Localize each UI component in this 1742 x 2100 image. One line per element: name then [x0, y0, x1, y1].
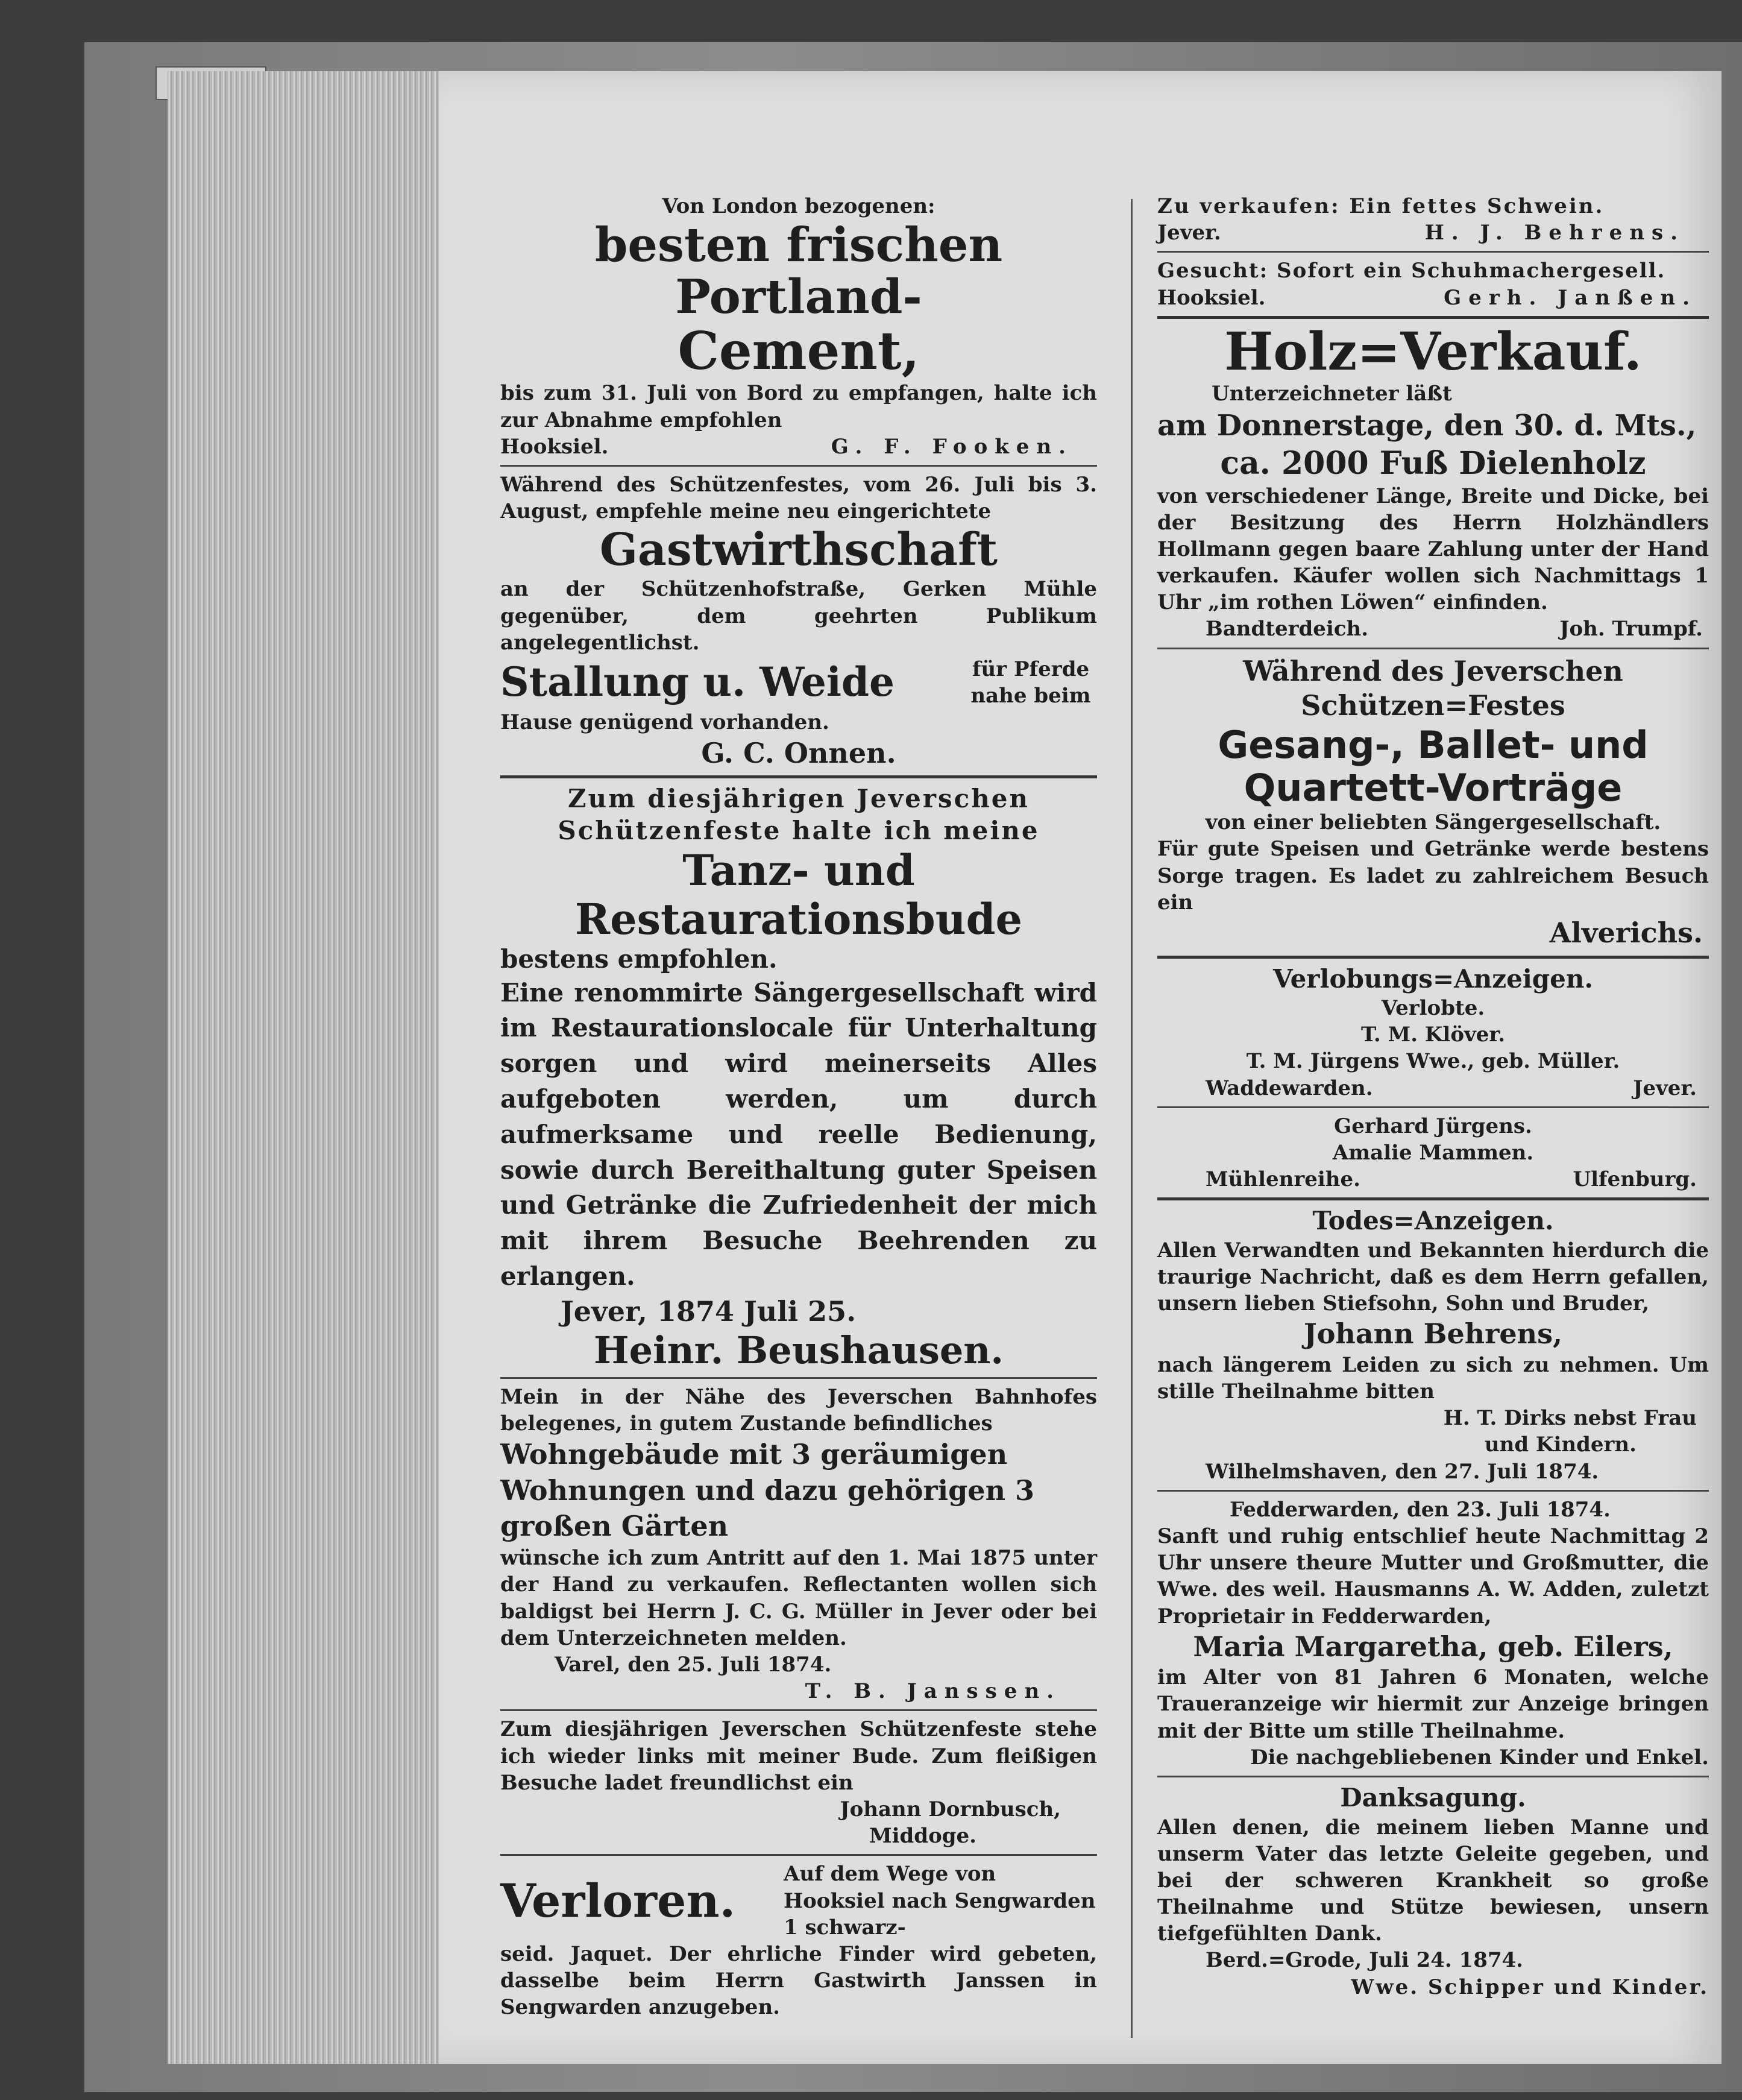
ad-date: Berd.=Grode, Juli 24. 1874. [1206, 1948, 1524, 1973]
ad-body: nach längerem Leiden zu sich zu nehmen. Um stille Theilnahme bitten [1157, 1352, 1709, 1404]
ad-body: wünsche ich zum Antritt auf den 1. Mai 1875 unter der Hand zu verkaufen. Reflectanten wollen sich baldigst bei Herrn J. C. G. Müller in Jever oder bei dem Unterzeichneten melden. [500, 1546, 1097, 1650]
page-edges [168, 71, 439, 2064]
ad-verloren [500, 1861, 1097, 2020]
ad-signature: Wwe. Schipper und Kinder. [1351, 1975, 1709, 1999]
ad-body: im Alter von 81 Jahren 6 Monaten, welche Traueranzeige wir hiermit zur Anzeige bringen mit der Bitte um stille Theilnahme. [1157, 1665, 1709, 1743]
ad-body: Zu verkaufen: Ein fettes Schwein. [1157, 194, 1605, 218]
ad-highlight: ca. 2000 Fuß Dielenholz [1220, 444, 1646, 482]
ad-headline: Während des Jeverschen [1243, 654, 1623, 687]
ad-headline: Verloren. [500, 1873, 736, 1928]
ad-body: an der Schützenhofstraße, Gerken Mühle gegenüber, dem geehrten Publikum angelegentlichst. [500, 577, 1097, 655]
column-divider [1131, 199, 1133, 2038]
ad-headline: Stallung u. Weide [500, 658, 895, 706]
ad-verlobung [1157, 963, 1709, 1193]
ad-name: T. M. Klöver. [1360, 1023, 1506, 1047]
ad-signature: Joh. Trumpf. [1559, 617, 1703, 642]
ad-headline: Gesang-, Ballet- und [1218, 722, 1649, 767]
ad-signature: Gerh. Janßen. [1444, 285, 1697, 310]
ad-intro: Mein in der Nähe des Jeverschen Bahnhofes belegenes, in gutem Zustande befindliches [500, 1384, 1097, 1436]
ad-name: Maria Margaretha, geb. Eilers, [1193, 1630, 1673, 1663]
ad-body: Gesucht: Sofort ein Schuhmachergesell. [1157, 259, 1666, 283]
ad-date: Fedderwarden, den 23. Juli 1874. [1230, 1497, 1611, 1522]
ad-saengergesellschaft [1157, 654, 1709, 951]
ad-place: Hooksiel. [1157, 285, 1266, 310]
ad-gastwirthschaft [500, 471, 1097, 771]
ad-name: Amalie Mammen. [1332, 1140, 1534, 1165]
ad-tanzbude [500, 783, 1097, 1372]
ad-side-text: für Pferde nahe beim [970, 657, 1091, 708]
ad-divider [1157, 1776, 1709, 1777]
ad-headline: Holz=Verkauf. [1224, 321, 1642, 382]
ad-place: Middoge. [869, 1824, 976, 1849]
ad-body: Allen denen, die meinem lieben Manne und unserm Vater das letzte Geleite gegeben, und bei der schweren Krankheit so große Theilnahme und Stütze bewiesen, unsern tiefgefühlten Dank. [1157, 1815, 1709, 1946]
ad-highlight: am Donnerstage, den 30. d. Mts., [1157, 408, 1697, 443]
ad-intro: Unterzeichneter läßt [1212, 382, 1452, 406]
ad-headline: Danksagung. [1340, 1783, 1526, 1812]
ad-signature: und Kindern. [1484, 1433, 1637, 1457]
ad-schwein [1157, 193, 1709, 246]
ad-divider [1157, 1106, 1709, 1108]
ad-headline: Schützen=Festes [1301, 689, 1565, 722]
ad-headline: besten frischen Portland- [594, 218, 1003, 324]
ad-body: Allen Verwandten und Bekannten hierdurch die traurige Nachricht, daß es dem Herrn gefallen, unsern lieben Stiefsohn, Sohn und Bruder, [1157, 1238, 1709, 1316]
ad-body: bis zum 31. Juli von Bord zu empfangen, halte ich zur Abnahme empfohlen [500, 381, 1097, 432]
ad-divider [1157, 1490, 1709, 1492]
ad-body: Sanft und ruhig entschlief heute Nachmittag 2 Uhr unsere theure Mutter und Großmutter, die Wwe. des weil. Hausmanns A. W. Adden, zuletzt Proprietair in Fedderwarden, [1157, 1524, 1709, 1629]
ad-intro: Zum diesjährigen Jeverschen Schützenfeste halte ich meine [558, 784, 1040, 845]
ad-schuhmacher [1157, 257, 1709, 311]
ad-place: Mühlenreihe. [1206, 1167, 1360, 1192]
ad-signature: H. T. Dirks nebst Frau [1443, 1406, 1697, 1431]
ad-divider [1157, 648, 1709, 649]
ad-signature: Die nachgebliebenen Kinder und Enkel. [1250, 1745, 1709, 1770]
ad-place: Waddewarden. [1206, 1076, 1373, 1100]
ad-side-text: Auf dem Wege von Hooksiel nach Sengwarden 1 schwarz- [784, 1862, 1096, 1940]
ad-divider [1157, 251, 1709, 253]
ad-name: T. M. Jürgens Wwe., geb. Müller. [1246, 1049, 1620, 1074]
ad-todesanzeige [1157, 1205, 1709, 1485]
ad-place: Bandterdeich. [1206, 617, 1369, 642]
ad-headline: Cement, [678, 320, 920, 382]
ad-name: Johann Behrens, [1303, 1317, 1563, 1351]
ad-body: Eine renommirte Sängergesellschaft wird im Restaurationslocale für Unterhaltung sorgen und wird meinerseits Alles aufgeboten werden, um durch aufmerksame und reelle Bedienung, sowie durch Bereithaltung guter Speisen und Getränke die Zufriedenheit der mich mit ihrem Besuche Beehrenden zu erlangen. [500, 977, 1097, 1291]
ad-divider [1157, 316, 1709, 319]
ad-signature: G. C. Onnen. [701, 736, 896, 769]
ad-date: Jever, 1874 Juli 25. [561, 1294, 857, 1328]
ad-headline: Tanz- und Restaurationsbude [574, 845, 1023, 944]
ad-place: Jever. [1157, 221, 1221, 245]
ad-body: bestens empfohlen. [500, 944, 778, 974]
ad-intro: Von London bezogenen: [662, 194, 935, 218]
ad-place: Jever. [1633, 1076, 1697, 1100]
ad-divider [1157, 956, 1709, 959]
ad-intro: Während des Schützenfestes, vom 26. Juli bis 3. August, empfehle meine neu eingerichtete [500, 472, 1097, 524]
ad-signature: Johann Dornbusch, [840, 1797, 1061, 1821]
ad-signature: Alverichs. [1549, 916, 1703, 949]
ad-place: Ulfenburg. [1573, 1167, 1697, 1192]
ad-signature: H. J. Behrens. [1424, 221, 1685, 245]
ad-subheading: Verlobte. [1381, 996, 1485, 1020]
left-column [500, 193, 1097, 2020]
ad-body: seid. Jaquet. Der ehrliche Finder wird gebeten, dasselbe beim Herrn Gastwirth Janssen in Sengwarden anzugeben. [500, 1941, 1097, 2020]
ad-headline: Wohngebäude mit 3 geräumigen Wohnungen und dazu gehörigen 3 großen Gärten [500, 1437, 1035, 1543]
ad-divider [500, 1854, 1097, 1856]
ad-divider [1157, 1197, 1709, 1200]
ad-holzverkauf [1157, 321, 1709, 643]
ad-wohngebaeude [500, 1384, 1097, 1705]
ad-signature: G. F. Fooken. [831, 434, 1073, 459]
ad-place: Hooksiel. [500, 434, 609, 459]
ad-body: Zum diesjährigen Jeverschen Schützenfeste stehe ich wieder links mit meiner Bude. Zum fleißigen Besuche ladet freundlichst ein [500, 1717, 1097, 1795]
ad-portland-cement [500, 193, 1097, 460]
ad-todesanzeige-adden [1157, 1496, 1709, 1771]
ad-signature: Heinr. Beushausen. [594, 1328, 1004, 1373]
ad-signature: T. B. Janssen. [805, 1679, 1061, 1704]
right-column [1157, 193, 1709, 2001]
ad-headline: Quartett-Vorträge [1244, 765, 1623, 810]
ad-body: von verschiedener Länge, Breite und Dicke, bei der Besitzung des Herrn Holzhändlers Hollmann gegen baare Zahlung unter der Hand verkaufen. Käufer wollen sich Nachmittags 1 Uhr „im rothen Löwen“ einfinden. [1157, 484, 1709, 615]
ad-name: Gerhard Jürgens. [1334, 1114, 1532, 1138]
ad-divider [500, 465, 1097, 467]
ad-body: Hause genügend vorhanden. [500, 710, 829, 735]
ad-dornbusch [500, 1716, 1097, 1849]
ad-divider [500, 1709, 1097, 1711]
ad-body: von einer beliebten Sängergesellschaft. [1205, 810, 1661, 835]
ad-danksagung [1157, 1782, 1709, 2001]
ad-headline: Gastwirthschaft [599, 524, 998, 576]
ad-date: Varel, den 25. Juli 1874. [555, 1653, 832, 1677]
ad-headline: Todes=Anzeigen. [1312, 1206, 1554, 1236]
ad-headline: Verlobungs=Anzeigen. [1272, 963, 1594, 994]
ad-date: Wilhelmshaven, den 27. Juli 1874. [1206, 1459, 1599, 1484]
ad-divider [500, 1377, 1097, 1379]
ad-body: Für gute Speisen und Getränke werde bestens Sorge tragen. Es ladet zu zahlreichem Besuch ein [1157, 837, 1709, 915]
ad-divider [500, 775, 1097, 778]
